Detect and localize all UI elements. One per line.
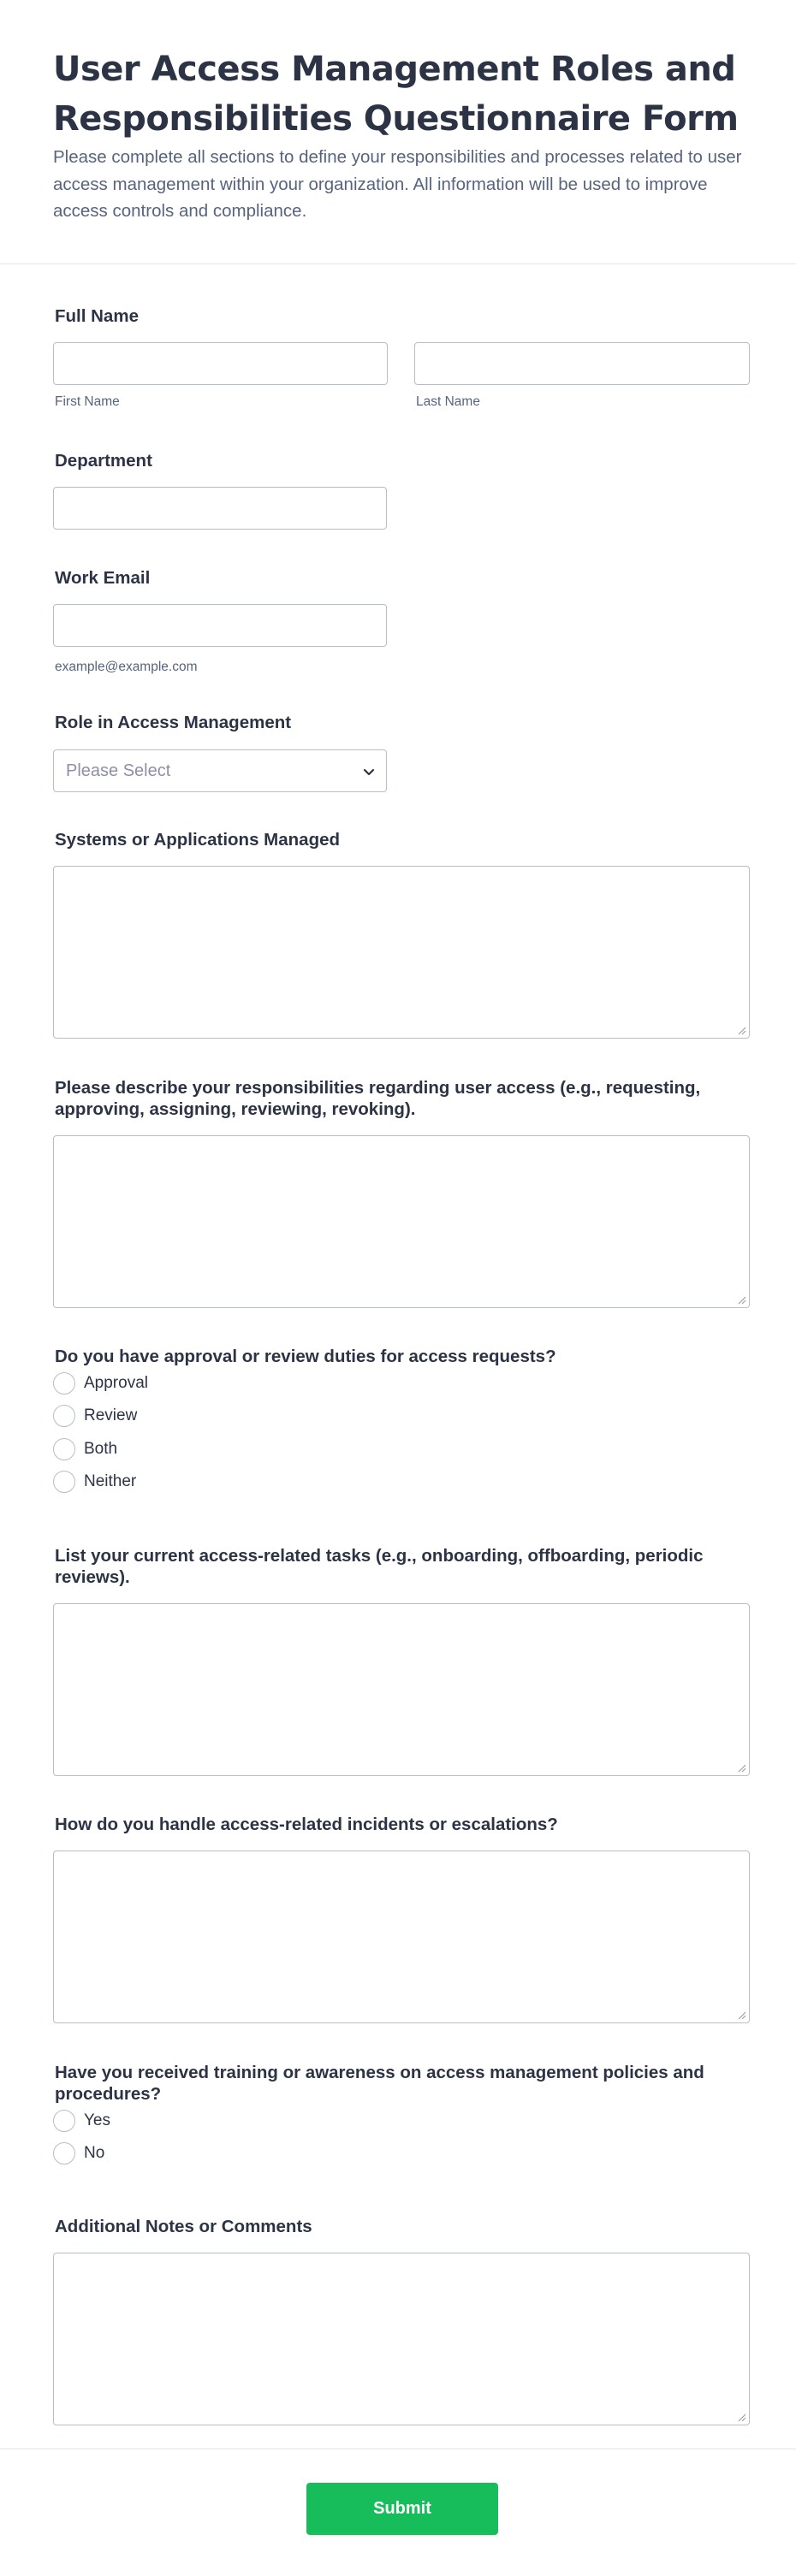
first-name-input[interactable]: [53, 342, 388, 385]
notes-field: [53, 2216, 750, 2237]
responsibilities-label: Please describe your responsibilities regarding user access (e.g., requesting, approving, assigning, reviewing, revoking).: [55, 1078, 701, 1119]
form-header: [0, 0, 796, 264]
radio-option-approval[interactable]: [53, 1371, 148, 1396]
incidents-field: [53, 1814, 750, 1835]
tasks-label: List your current access-related tasks (e.g., onboarding, offboarding, periodic reviews).: [55, 1546, 704, 1587]
form-title: User Access Management Roles and Responsibilities Questionnaire Form: [53, 50, 739, 139]
role-select-value: Please Select: [66, 761, 171, 780]
radio-option-both[interactable]: [53, 1436, 117, 1462]
systems-label: Systems or Applications Managed: [55, 830, 341, 850]
department-label: Department: [55, 451, 152, 471]
training-label: Have you received training or awareness on access management policies and procedures?: [55, 2063, 704, 2104]
resize-grip-icon[interactable]: [736, 2412, 746, 2422]
radio-button[interactable]: [53, 1438, 75, 1460]
responsibilities-field: [53, 1077, 750, 1120]
work-email-label: Work Email: [55, 568, 151, 588]
work-email-sublabel: example@example.com: [55, 660, 198, 674]
tasks-field: [53, 1545, 750, 1588]
training-field: [53, 2062, 750, 2162]
incidents-textarea[interactable]: [53, 1851, 750, 2023]
notes-textarea[interactable]: [53, 2253, 750, 2425]
radio-option-label: Approval: [84, 1374, 148, 1392]
department-input[interactable]: [53, 487, 387, 530]
role-select[interactable]: [53, 749, 387, 792]
systems-field: [53, 829, 750, 850]
radio-option-label: Both: [84, 1440, 118, 1458]
radio-option-yes[interactable]: [53, 2108, 110, 2134]
incidents-label: How do you handle access-related incidents or escalations?: [55, 1815, 558, 1834]
resize-grip-icon[interactable]: [736, 2010, 746, 2020]
radio-option-no[interactable]: [53, 2141, 104, 2166]
submit-button[interactable]: Submit: [306, 2483, 498, 2535]
work-email-input[interactable]: [53, 604, 387, 647]
duties-field: [53, 1346, 750, 1490]
full-name-label: Full Name: [55, 306, 139, 326]
radio-option-label: No: [84, 2144, 105, 2162]
radio-option-review[interactable]: [53, 1403, 137, 1429]
responsibilities-textarea[interactable]: [53, 1135, 750, 1308]
radio-option-label: Neither: [84, 1472, 137, 1490]
radio-option-label: Yes: [84, 2111, 110, 2129]
duties-label: Do you have approval or review duties for access requests?: [55, 1347, 556, 1366]
radio-button[interactable]: [53, 1471, 75, 1493]
radio-button[interactable]: [53, 2110, 75, 2132]
radio-option-neither[interactable]: [53, 1469, 136, 1495]
systems-textarea[interactable]: [53, 866, 750, 1039]
radio-button[interactable]: [53, 2142, 75, 2164]
role-field: [53, 712, 750, 780]
form-footer: [0, 2449, 796, 2576]
work-email-field: [53, 567, 750, 674]
last-name-sublabel: Last Name: [416, 394, 480, 409]
form-description: Please complete all sections to define your responsibilities and processes related to user access management within your organization. All information will be used to improve access controls and compliance.: [53, 147, 742, 221]
first-name-sublabel: First Name: [55, 394, 120, 409]
role-label: Role in Access Management: [55, 713, 292, 732]
tasks-textarea[interactable]: [53, 1603, 750, 1776]
resize-grip-icon[interactable]: [736, 1294, 746, 1305]
resize-grip-icon[interactable]: [736, 1762, 746, 1773]
chevron-down-icon: [362, 765, 376, 779]
full-name-field: [53, 305, 750, 409]
radio-button[interactable]: [53, 1405, 75, 1427]
notes-label: Additional Notes or Comments: [55, 2217, 312, 2236]
radio-option-label: Review: [84, 1406, 138, 1424]
resize-grip-icon[interactable]: [736, 1025, 746, 1035]
department-field: [53, 450, 750, 471]
radio-button[interactable]: [53, 1372, 75, 1395]
last-name-input[interactable]: [414, 342, 750, 385]
